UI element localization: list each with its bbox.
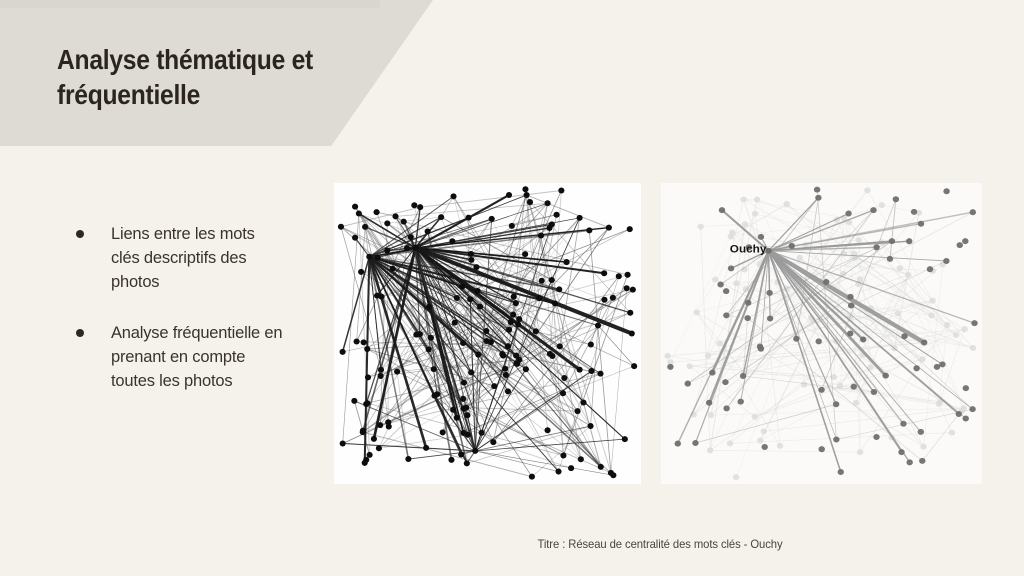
bullet-list <box>76 222 306 420</box>
bullet-text: Analyse fréquentielle en prenant en compte toutes les photos <box>111 323 283 390</box>
slide-title: Analyse thématique et fréquentielle <box>57 44 313 110</box>
bullet-dot-icon <box>76 230 84 238</box>
figure-caption: Titre : Réseau de centralité des mots clés - Ouchy <box>537 537 783 551</box>
bullet-item <box>76 321 306 393</box>
banner-texture <box>0 0 380 8</box>
network-figure-right <box>661 183 982 484</box>
keyword-cooccurrence-network <box>334 183 641 484</box>
bullet-item <box>76 222 306 294</box>
network-figure-left <box>334 183 641 484</box>
hub-label: Ouchy <box>729 244 767 256</box>
keyword-centrality-network-ouchy <box>661 183 982 484</box>
bullet-dot-icon <box>76 329 84 337</box>
bullet-text: Liens entre les mots clés descriptifs des photos <box>111 224 255 291</box>
